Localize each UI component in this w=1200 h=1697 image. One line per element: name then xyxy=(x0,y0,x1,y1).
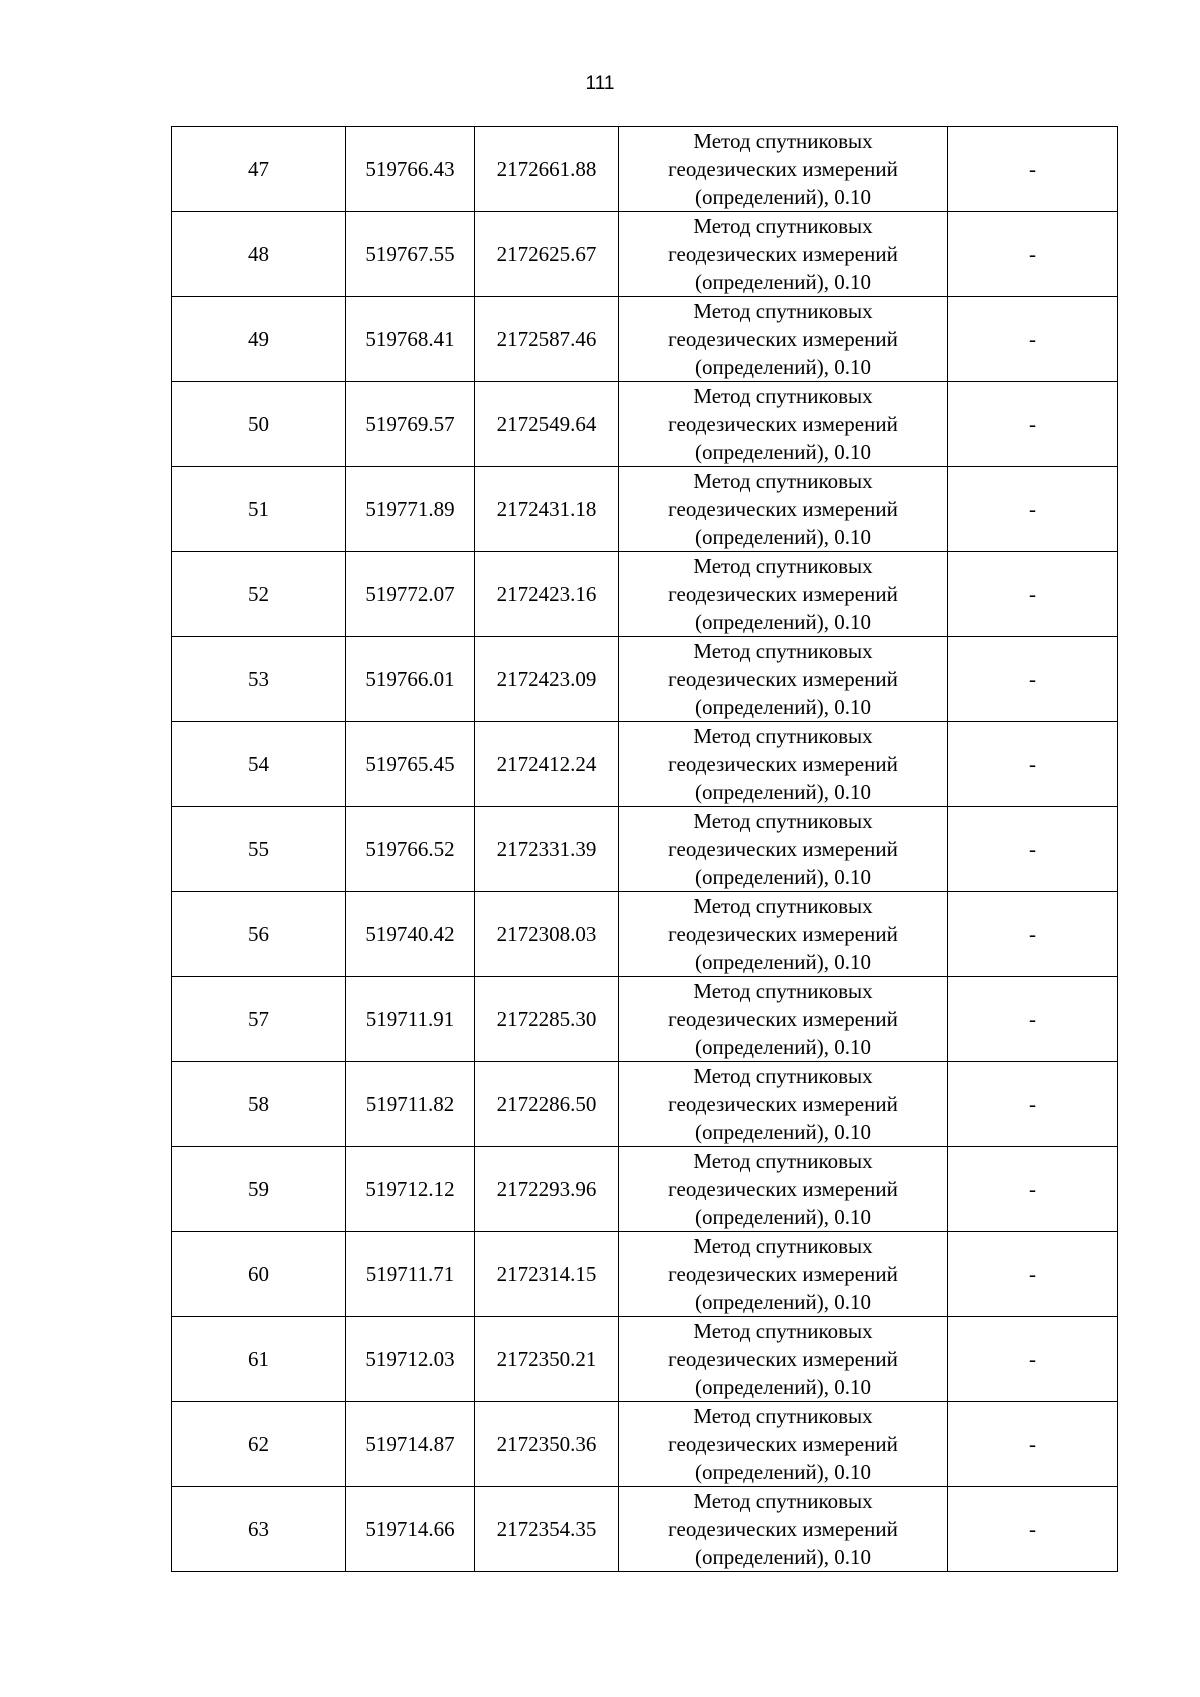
x-coordinate-cell: 519714.66 xyxy=(346,1487,475,1572)
method-line: (определений), 0.10 xyxy=(694,525,872,549)
y-coordinate-cell: 2172423.09 xyxy=(475,637,619,722)
y-coordinate-cell: 2172625.67 xyxy=(475,212,619,297)
table-row xyxy=(172,467,1118,552)
method-line: Метод спутниковых xyxy=(693,214,873,238)
y-coordinate-cell: 2172314.15 xyxy=(475,1232,619,1317)
note-cell: - xyxy=(948,722,1118,807)
point-number-cell: 55 xyxy=(172,807,346,892)
method-line: геодезических измерений xyxy=(668,412,898,436)
method-line: Метод спутниковых xyxy=(693,1404,873,1428)
x-coordinate-cell: 519771.89 xyxy=(346,467,475,552)
note-cell: - xyxy=(948,1487,1118,1572)
method-cell xyxy=(619,1402,948,1487)
x-coordinate-cell: 519712.12 xyxy=(346,1147,475,1232)
point-number-cell: 56 xyxy=(172,892,346,977)
table-row xyxy=(172,1402,1118,1487)
note-cell: - xyxy=(948,892,1118,977)
method-line: Метод спутниковых xyxy=(693,469,873,493)
point-number-cell: 51 xyxy=(172,467,346,552)
method-line: (определений), 0.10 xyxy=(694,610,872,634)
x-coordinate-cell: 519740.42 xyxy=(346,892,475,977)
note-cell: - xyxy=(948,552,1118,637)
method-line: геодезических измерений xyxy=(668,667,898,691)
method-line: (определений), 0.10 xyxy=(694,950,872,974)
method-line: геодезических измерений xyxy=(668,1432,898,1456)
y-coordinate-cell: 2172549.64 xyxy=(475,382,619,467)
x-coordinate-cell: 519767.55 xyxy=(346,212,475,297)
note-cell: - xyxy=(948,977,1118,1062)
method-cell xyxy=(619,1232,948,1317)
method-line: Метод спутниковых xyxy=(693,554,873,578)
method-line: (определений), 0.10 xyxy=(694,1035,872,1059)
y-coordinate-cell: 2172423.16 xyxy=(475,552,619,637)
x-coordinate-cell: 519766.43 xyxy=(346,127,475,212)
method-cell xyxy=(619,722,948,807)
y-coordinate-cell: 2172412.24 xyxy=(475,722,619,807)
method-line: Метод спутниковых xyxy=(693,299,873,323)
x-coordinate-cell: 519766.01 xyxy=(346,637,475,722)
method-line: Метод спутниковых xyxy=(693,979,873,1003)
y-coordinate-cell: 2172308.03 xyxy=(475,892,619,977)
method-cell xyxy=(619,1317,948,1402)
method-line: Метод спутниковых xyxy=(693,724,873,748)
method-line: геодезических измерений xyxy=(668,1092,898,1116)
method-cell xyxy=(619,382,948,467)
note-cell: - xyxy=(948,1317,1118,1402)
method-cell xyxy=(619,1147,948,1232)
y-coordinate-cell: 2172285.30 xyxy=(475,977,619,1062)
method-line: геодезических измерений xyxy=(668,242,898,266)
table-row xyxy=(172,1147,1118,1232)
method-line: Метод спутниковых xyxy=(693,1319,873,1343)
point-number-cell: 52 xyxy=(172,552,346,637)
y-coordinate-cell: 2172350.36 xyxy=(475,1402,619,1487)
table-row xyxy=(172,212,1118,297)
method-line: геодезических измерений xyxy=(668,1007,898,1031)
x-coordinate-cell: 519714.87 xyxy=(346,1402,475,1487)
x-coordinate-cell: 519766.52 xyxy=(346,807,475,892)
x-coordinate-cell: 519711.71 xyxy=(346,1232,475,1317)
table-row xyxy=(172,552,1118,637)
method-cell xyxy=(619,467,948,552)
table-row xyxy=(172,127,1118,212)
method-cell xyxy=(619,977,948,1062)
note-cell: - xyxy=(948,1232,1118,1317)
note-cell: - xyxy=(948,807,1118,892)
method-cell xyxy=(619,127,948,212)
method-line: Метод спутниковых xyxy=(693,1149,873,1173)
method-line: (определений), 0.10 xyxy=(694,780,872,804)
x-coordinate-cell: 519769.57 xyxy=(346,382,475,467)
point-number-cell: 48 xyxy=(172,212,346,297)
method-line: Метод спутниковых xyxy=(693,809,873,833)
x-coordinate-cell: 519711.82 xyxy=(346,1062,475,1147)
method-line: (определений), 0.10 xyxy=(694,1375,872,1399)
y-coordinate-cell: 2172661.88 xyxy=(475,127,619,212)
note-cell: - xyxy=(948,1062,1118,1147)
table-row xyxy=(172,297,1118,382)
method-line: геодезических измерений xyxy=(668,922,898,946)
method-line: геодезических измерений xyxy=(668,837,898,861)
method-line: Метод спутниковых xyxy=(693,1064,873,1088)
method-cell xyxy=(619,807,948,892)
table-row xyxy=(172,892,1118,977)
x-coordinate-cell: 519768.41 xyxy=(346,297,475,382)
point-number-cell: 62 xyxy=(172,1402,346,1487)
method-line: геодезических измерений xyxy=(668,752,898,776)
method-line: Метод спутниковых xyxy=(693,894,873,918)
table-row xyxy=(172,637,1118,722)
method-cell xyxy=(619,212,948,297)
method-line: геодезических измерений xyxy=(668,327,898,351)
y-coordinate-cell: 2172354.35 xyxy=(475,1487,619,1572)
point-number-cell: 58 xyxy=(172,1062,346,1147)
point-number-cell: 53 xyxy=(172,637,346,722)
point-number-cell: 57 xyxy=(172,977,346,1062)
method-line: (определений), 0.10 xyxy=(694,865,872,889)
x-coordinate-cell: 519765.45 xyxy=(346,722,475,807)
coordinates-table-body xyxy=(172,127,1118,1572)
y-coordinate-cell: 2172286.50 xyxy=(475,1062,619,1147)
point-number-cell: 50 xyxy=(172,382,346,467)
coordinates-table xyxy=(171,126,1118,1572)
table-row xyxy=(172,807,1118,892)
note-cell: - xyxy=(948,1147,1118,1232)
x-coordinate-cell: 519772.07 xyxy=(346,552,475,637)
method-line: Метод спутниковых xyxy=(693,384,873,408)
method-line: Метод спутниковых xyxy=(693,1489,873,1513)
point-number-cell: 63 xyxy=(172,1487,346,1572)
method-line: (определений), 0.10 xyxy=(694,270,872,294)
method-line: (определений), 0.10 xyxy=(694,1460,872,1484)
method-line: (определений), 0.10 xyxy=(694,1205,872,1229)
point-number-cell: 49 xyxy=(172,297,346,382)
method-line: геодезических измерений xyxy=(668,1347,898,1371)
method-cell xyxy=(619,552,948,637)
point-number-cell: 59 xyxy=(172,1147,346,1232)
point-number-cell: 61 xyxy=(172,1317,346,1402)
y-coordinate-cell: 2172587.46 xyxy=(475,297,619,382)
table-row xyxy=(172,1487,1118,1572)
method-line: (определений), 0.10 xyxy=(694,185,872,209)
table-row xyxy=(172,1317,1118,1402)
method-line: геодезических измерений xyxy=(668,582,898,606)
method-line: геодезических измерений xyxy=(668,1177,898,1201)
x-coordinate-cell: 519712.03 xyxy=(346,1317,475,1402)
table-row xyxy=(172,1232,1118,1317)
note-cell: - xyxy=(948,467,1118,552)
note-cell: - xyxy=(948,637,1118,722)
method-cell xyxy=(619,637,948,722)
method-line: геодезических измерений xyxy=(668,497,898,521)
table-row xyxy=(172,722,1118,807)
table-row xyxy=(172,382,1118,467)
note-cell: - xyxy=(948,382,1118,467)
note-cell: - xyxy=(948,212,1118,297)
y-coordinate-cell: 2172431.18 xyxy=(475,467,619,552)
method-cell xyxy=(619,892,948,977)
method-line: геодезических измерений xyxy=(668,157,898,181)
method-cell xyxy=(619,1062,948,1147)
method-cell xyxy=(619,1487,948,1572)
y-coordinate-cell: 2172350.21 xyxy=(475,1317,619,1402)
method-line: Метод спутниковых xyxy=(693,1234,873,1258)
y-coordinate-cell: 2172331.39 xyxy=(475,807,619,892)
method-line: (определений), 0.10 xyxy=(694,1290,872,1314)
x-coordinate-cell: 519711.91 xyxy=(346,977,475,1062)
note-cell: - xyxy=(948,297,1118,382)
note-cell: - xyxy=(948,1402,1118,1487)
method-line: (определений), 0.10 xyxy=(694,1120,872,1144)
method-line: (определений), 0.10 xyxy=(694,695,872,719)
y-coordinate-cell: 2172293.96 xyxy=(475,1147,619,1232)
method-line: (определений), 0.10 xyxy=(694,440,872,464)
point-number-cell: 47 xyxy=(172,127,346,212)
point-number-cell: 54 xyxy=(172,722,346,807)
method-cell xyxy=(619,297,948,382)
method-line: Метод спутниковых xyxy=(693,639,873,663)
note-cell: - xyxy=(948,127,1118,212)
method-line: Метод спутниковых xyxy=(693,129,873,153)
method-line: (определений), 0.10 xyxy=(694,355,872,379)
table-row xyxy=(172,977,1118,1062)
method-line: геодезических измерений xyxy=(668,1517,898,1541)
point-number-cell: 60 xyxy=(172,1232,346,1317)
page-number: 111 xyxy=(585,73,615,94)
method-line: геодезических измерений xyxy=(668,1262,898,1286)
method-line: (определений), 0.10 xyxy=(694,1545,872,1569)
table-row xyxy=(172,1062,1118,1147)
